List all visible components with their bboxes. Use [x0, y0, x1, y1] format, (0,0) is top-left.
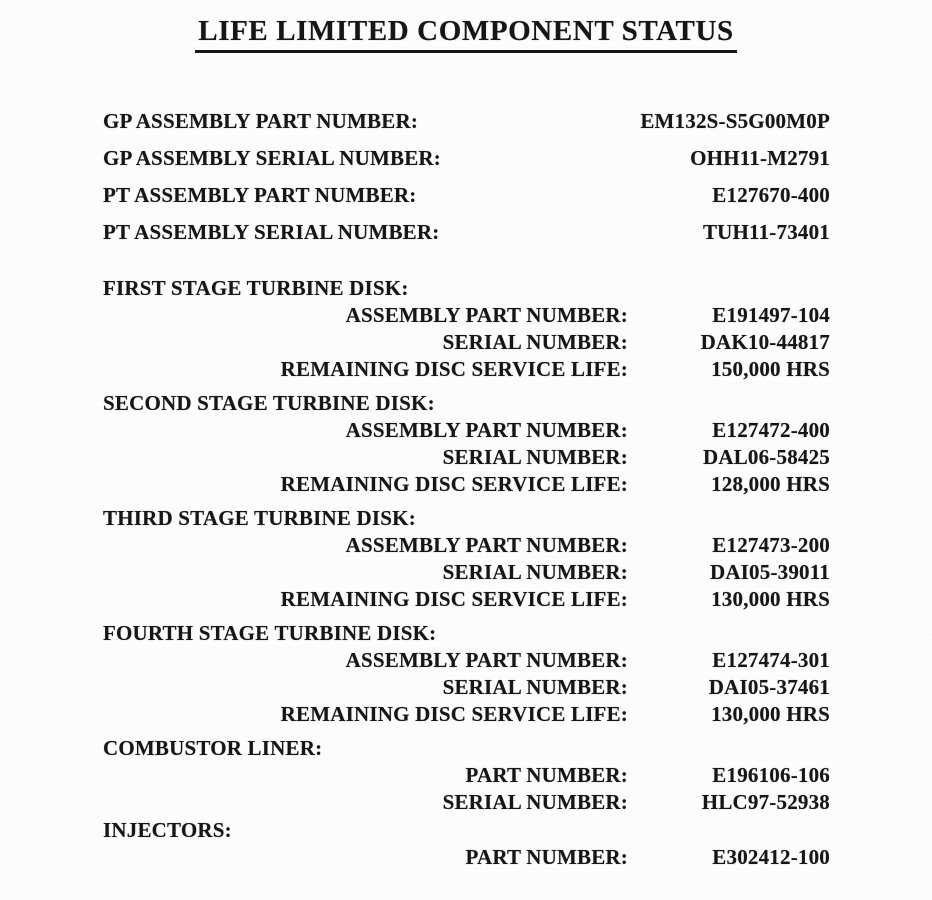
field-row	[103, 444, 932, 471]
section-first-stage-turbine-disk	[103, 274, 932, 383]
field-row	[103, 559, 932, 586]
field-row	[103, 417, 932, 444]
field-label: ASSEMBLY PART NUMBER:	[345, 533, 628, 557]
section-heading: INJECTORS:	[103, 817, 232, 842]
field-label: SERIAL NUMBER:	[442, 560, 628, 584]
field-value: HLC97-52938	[701, 790, 830, 814]
field-label: SERIAL NUMBER:	[442, 445, 628, 469]
field-label: GP ASSEMBLY SERIAL NUMBER:	[103, 146, 441, 170]
field-row	[103, 329, 932, 356]
assembly-info-block	[103, 103, 932, 251]
field-value: DAK10-44817	[700, 330, 830, 354]
section-heading: FOURTH STAGE TURBINE DISK:	[103, 620, 437, 645]
field-row	[103, 844, 932, 871]
section-fourth-stage-turbine-disk	[103, 619, 932, 728]
field-value: E196106-106	[712, 763, 830, 787]
field-row	[103, 701, 932, 728]
field-row	[103, 532, 932, 559]
section-heading: COMBUSTOR LINER:	[103, 735, 323, 760]
field-row	[103, 214, 932, 251]
field-label: PART NUMBER:	[465, 845, 628, 869]
field-value: E191497-104	[712, 303, 830, 327]
field-value: 130,000 HRS	[711, 702, 830, 726]
field-row	[103, 647, 932, 674]
field-value: OHH11-M2791	[690, 146, 830, 170]
section-combustor-liner	[103, 734, 932, 816]
section-third-stage-turbine-disk	[103, 504, 932, 613]
field-value: DAI05-37461	[708, 675, 830, 699]
field-value: E302412-100	[712, 845, 830, 869]
field-row	[103, 302, 932, 329]
field-row	[103, 356, 932, 383]
field-row	[103, 103, 932, 140]
field-row	[103, 471, 932, 498]
field-row	[103, 789, 932, 816]
field-row	[103, 140, 932, 177]
field-label: ASSEMBLY PART NUMBER:	[345, 648, 628, 672]
field-value: E127473-200	[712, 533, 830, 557]
field-value: E127474-301	[712, 648, 830, 672]
field-label: PT ASSEMBLY PART NUMBER:	[103, 183, 417, 207]
page-title: LIFE LIMITED COMPONENT STATUS	[195, 15, 736, 53]
document-content	[0, 103, 932, 871]
field-label: SERIAL NUMBER:	[442, 790, 628, 814]
section-injectors	[103, 816, 932, 871]
field-label: SERIAL NUMBER:	[442, 675, 628, 699]
field-row	[103, 177, 932, 214]
field-label: PT ASSEMBLY SERIAL NUMBER:	[103, 220, 440, 244]
field-row	[103, 762, 932, 789]
field-value: 130,000 HRS	[711, 587, 830, 611]
field-value: E127472-400	[712, 418, 830, 442]
section-heading: THIRD STAGE TURBINE DISK:	[103, 505, 416, 530]
field-label: ASSEMBLY PART NUMBER:	[345, 303, 628, 327]
field-label: PART NUMBER:	[465, 763, 628, 787]
section-heading: SECOND STAGE TURBINE DISK:	[103, 390, 435, 415]
field-value: 128,000 HRS	[711, 472, 830, 496]
title-wrap	[0, 15, 932, 53]
field-value: TUH11-73401	[702, 220, 830, 244]
field-value: 150,000 HRS	[711, 357, 830, 381]
field-label: REMAINING DISC SERVICE LIFE:	[280, 587, 628, 611]
field-value: EM132S-S5G00M0P	[640, 109, 830, 133]
field-value: E127670-400	[712, 183, 830, 207]
field-label: GP ASSEMBLY PART NUMBER:	[103, 109, 419, 133]
section-heading: FIRST STAGE TURBINE DISK:	[103, 275, 409, 300]
field-row	[103, 674, 932, 701]
field-label: ASSEMBLY PART NUMBER:	[345, 418, 628, 442]
field-label: REMAINING DISC SERVICE LIFE:	[280, 357, 628, 381]
field-value: DAI05-39011	[709, 560, 830, 584]
section-second-stage-turbine-disk	[103, 389, 932, 498]
field-value: DAL06-58425	[702, 445, 830, 469]
field-label: REMAINING DISC SERVICE LIFE:	[280, 702, 628, 726]
field-row	[103, 586, 932, 613]
field-label: SERIAL NUMBER:	[442, 330, 628, 354]
field-label: REMAINING DISC SERVICE LIFE:	[280, 472, 628, 496]
